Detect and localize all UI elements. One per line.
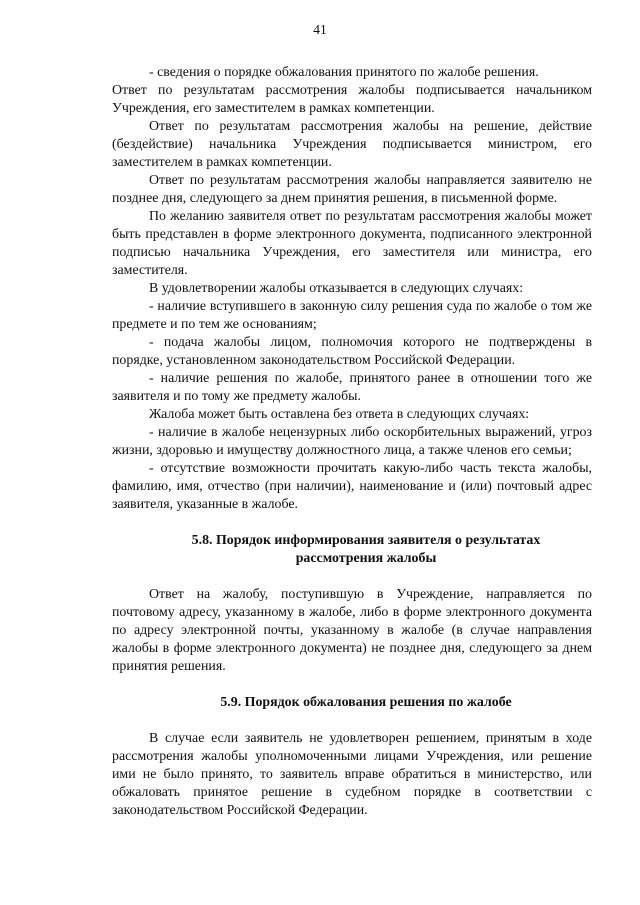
section-heading-line: рассмотрения жалобы: [295, 551, 437, 566]
section-heading-5-9: 5.9. Порядок обжалования решения по жалобе: [220, 695, 512, 710]
paragraph: Ответ по результатам рассмотрения жалобы направляется заявителю не позднее дня, следующего за днем принятия решения, в письменной форме.: [112, 173, 592, 206]
paragraph: В удовлетворении жалобы отказывается в следующих случаях:: [149, 281, 524, 296]
paragraph: В случае если заявитель не удовлетворен решением, принятым в ходе рассмотрения жалобы уполномоченными лицами Учреждения, или решение ими не было принято, то заявитель вправе обратиться в министерство, или обжаловать принятое решение в судебном порядке в соответствии с законодательством Российской Федерации.: [112, 731, 592, 818]
paragraph: - наличие решения по жалобе, принятого ранее в отношении того же заявителя и по тому же предмету жалобы.: [112, 371, 592, 404]
paragraph: Ответ на жалобу, поступившую в Учреждение, направляется по почтовому адресу, указанному в жалобе, либо в форме электронного документа по адресу электронной почты, указанному в жалобе (в случае направления жалобы в форме электронного документа) не позднее дня, следующего за днем принятия решения.: [112, 587, 592, 674]
paragraph: - сведения о порядке обжалования принятого по жалобе решения.: [149, 65, 539, 80]
paragraph: Жалоба может быть оставлена без ответа в следующих случаях:: [149, 407, 530, 422]
paragraph: По желанию заявителя ответ по результатам рассмотрения жалобы может быть представлен в форме электронного документа, подписанного электронной подписью начальника Учреждения, его заместителя или министра, его заместителя.: [112, 209, 592, 278]
paragraph: Ответ по результатам рассмотрения жалобы на решение, действие (бездействие) начальника Учреждения подписывается министром, его заместителем в рамках компетенции.: [112, 119, 592, 170]
document-body: [112, 64, 592, 820]
paragraph: - отсутствие возможности прочитать какую-либо часть текста жалобы, фамилию, имя, отчество (при наличии), наименование и (или) почтовый адрес заявителя, указанные в жалобе.: [112, 461, 592, 512]
page-number: 41: [313, 22, 327, 37]
section-heading-5-8: [112, 532, 592, 568]
paragraph: - наличие в жалобе нецензурных либо оскорбительных выражений, угроз жизни, здоровью и имуществу должностного лица, а также членов его семьи;: [112, 425, 592, 458]
section-heading-line: 5.8. Порядок информирования заявителя о результатах: [191, 533, 541, 548]
paragraph: - подача жалобы лицом, полномочия которого не подтверждены в порядке, установленном законодательством Российской Федерации.: [112, 335, 592, 368]
paragraph: Ответ по результатам рассмотрения жалобы подписывается начальником Учреждения, его заместителем в рамках компетенции.: [112, 83, 592, 116]
paragraph: - наличие вступившего в законную силу решения суда по жалобе о том же предмете и по тем же основаниям;: [112, 299, 592, 332]
